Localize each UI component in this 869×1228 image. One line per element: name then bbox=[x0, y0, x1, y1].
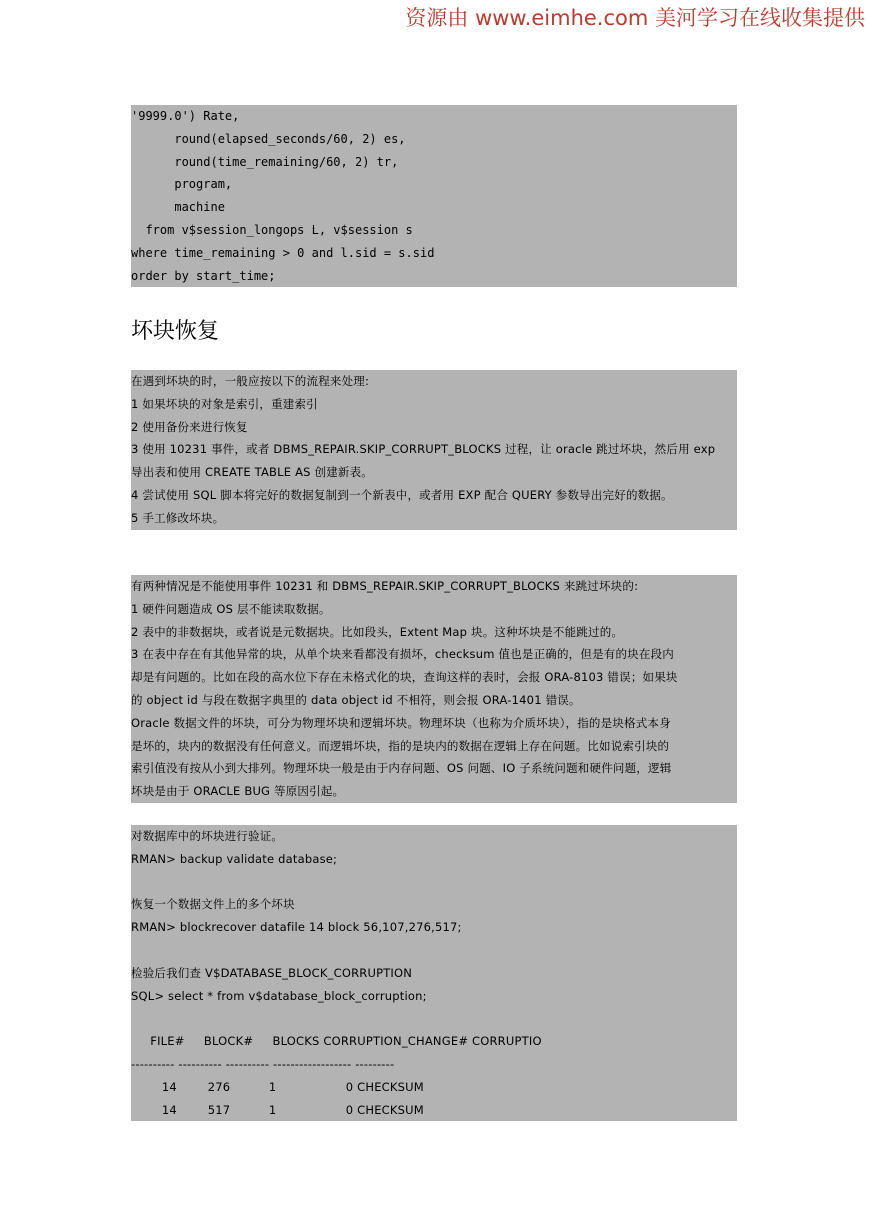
skip-cases-block bbox=[131, 575, 737, 803]
text-line: RMAN> blockrecover datafile 14 block 56,107,276,517; bbox=[131, 920, 462, 935]
text-line: 对数据库中的坏块进行验证。 bbox=[131, 829, 284, 843]
text-line: 有两种情况是不能使用事件 10231 和 DBMS_REPAIR.SKIP_CORRUPT_BLOCKS 来跳过坏块的: bbox=[131, 579, 639, 593]
sql-code-block bbox=[131, 105, 737, 287]
text-line: 3 使用 10231 事件，或者 DBMS_REPAIR.SKIP_CORRUPT_BLOCKS 过程，让 oracle 跳过坏块，然后用 exp bbox=[131, 442, 716, 457]
text-line: 1 硬件问题造成 OS 层不能读取数据。 bbox=[131, 601, 331, 616]
section-heading: 坏块恢复 bbox=[131, 319, 220, 344]
text-line: 导出表和使用 CREATE TABLE AS 创建新表。 bbox=[131, 465, 373, 480]
text-line: 检验后我们查 V$DATABASE_BLOCK_CORRUPTION bbox=[131, 965, 413, 980]
text-line: 在遇到坏块的时，一般应按以下的流程来处理: bbox=[131, 374, 370, 388]
text-line: 的 object id 与段在数据字典里的 data object id 不相符，则会报 ORA-1401 错误。 bbox=[131, 692, 581, 707]
code-line: '9999.0') Rate, bbox=[131, 109, 240, 123]
text-line: FILE# BLOCK# BLOCKS CORRUPTION_CHANGE# CORRUPTIO bbox=[131, 1034, 542, 1049]
text-line: 是坏的，块内的数据没有任何意义。而逻辑坏块，指的是块内的数据在逻辑上存在问题。比如说索引块的 bbox=[131, 738, 670, 753]
code-line: round(elapsed_seconds/60, 2) es, bbox=[131, 131, 406, 146]
text-line bbox=[131, 939, 737, 962]
code-line: where time_remaining > 0 and l.sid = s.sid bbox=[131, 245, 435, 260]
text-line bbox=[131, 871, 737, 894]
recovery-steps-block bbox=[131, 370, 737, 530]
text-line: Oracle 数据文件的坏块，可分为物理坏块和逻辑坏块。物理坏块（也称为介质坏块），指的是块格式本身 bbox=[131, 715, 671, 730]
text-line: 14 276 1 0 CHECKSUM bbox=[131, 1079, 424, 1094]
text-line: 坏块是由于 ORACLE BUG 等原因引起。 bbox=[131, 784, 345, 799]
code-line: round(time_remaining/60, 2) tr, bbox=[131, 154, 399, 169]
text-line: 1 如果坏块的对象是索引，重建索引 bbox=[131, 396, 318, 411]
text-line: 索引值没有按从小到大排列。物理坏块一般是由于内存问题、OS 问题、IO 子系统问题和硬件问题，逻辑 bbox=[131, 761, 672, 776]
text-line: 2 使用备份来进行恢复 bbox=[131, 419, 248, 434]
text-line: ---------- ---------- ---------- ------------------ --------- bbox=[131, 1056, 395, 1071]
text-line: RMAN> backup validate database; bbox=[131, 851, 338, 866]
text-line: 5 手工修改坏块。 bbox=[131, 510, 225, 525]
code-line: program, bbox=[131, 177, 233, 192]
code-line: from v$session_longops L, v$session s bbox=[131, 222, 413, 237]
text-line: 14 517 1 0 CHECKSUM bbox=[131, 1102, 424, 1117]
code-line: order by start_time; bbox=[131, 268, 276, 283]
text-line: 4 尝试使用 SQL 脚本将完好的数据复制到一个新表中，或者用 EXP 配合 QUERY 参数导出完好的数据。 bbox=[131, 487, 673, 502]
text-line: 2 表中的非数据块，或者说是元数据块。比如段头，Extent Map 块。这种坏块是不能跳过的。 bbox=[131, 624, 624, 639]
text-line: SQL> select * from v$database_block_corruption; bbox=[131, 988, 427, 1003]
text-line: 3 在表中存在有其他异常的块，从单个块来看都没有损坏，checksum 值也是正确的，但是有的块在段内 bbox=[131, 647, 674, 662]
text-line: 却是有问题的。比如在段的高水位下存在未格式化的块，查询这样的表时，会报 ORA-8103 错误；如果块 bbox=[131, 670, 678, 685]
text-line: 恢复一个数据文件上的多个坏块 bbox=[131, 897, 295, 912]
text-line bbox=[131, 1007, 737, 1030]
watermark: 资源由 www.eimhe.com 美河学习在线收集提供 bbox=[405, 6, 865, 30]
rman-commands-block bbox=[131, 825, 737, 1121]
code-line: machine bbox=[131, 200, 225, 215]
